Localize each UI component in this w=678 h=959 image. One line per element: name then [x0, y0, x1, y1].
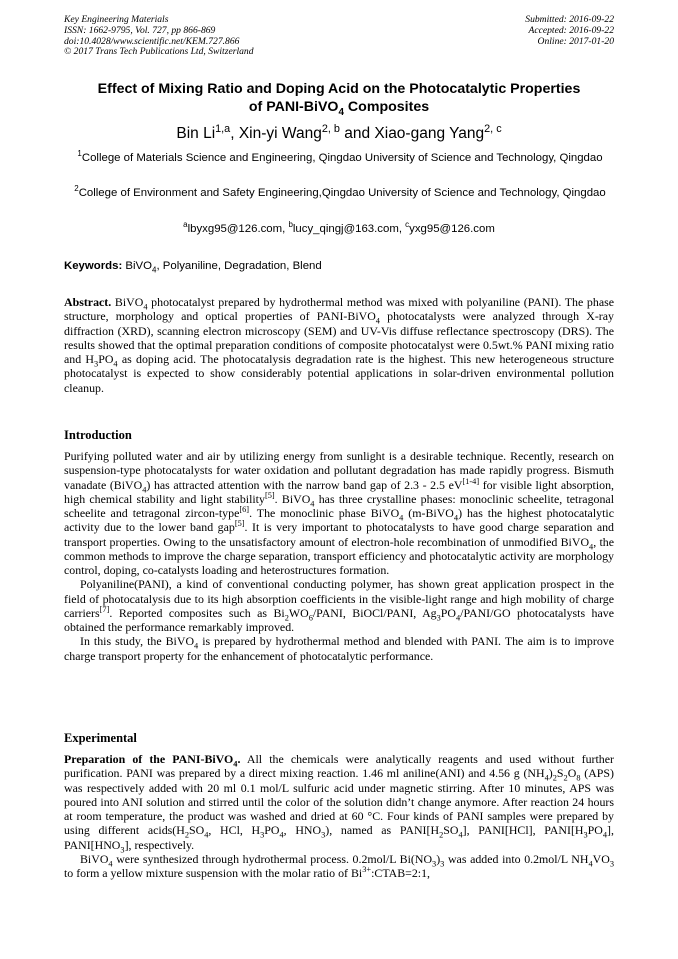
abstract: Abstract. BiVO$_4$ photocatalyst prepared by hydrothermal method was mixed with polyaniline (PANI). The phase structure, morphology and optical properties of PANI-BiVO$_4$ photocatalysts were analyzed through X-ray diffraction (XRD), scanning electron microscopy (SEM) and UV-Vis diffuse reflectance spectroscopy (DRS). The results showed that the optimal preparation conditions of composite photocatalyst were 0.5wt.% PANI mixing ratio and $H_3PO_4$ as doping acid. The photocatalysis degradation rate is the highest. This new heterogeneous structure photocatalyst is expected to show considerably potential applications in solar-driven environmental pollution cleanup.: [64, 295, 614, 395]
introduction-section: [64, 449, 614, 663]
email-a[interactable]: lbyxg95@126.com: [187, 223, 283, 235]
title-line-2: of PANI-BiVO$_4$ Composites: [248, 99, 430, 118]
intro-paragraph-3: In this study, the BiVO$_4$ is prepared by hydrothermal method and blended with PANI. The aim is to improve charge transport property for the enhancement of photocatalytic performance.: [64, 634, 614, 663]
author-1: Bin Li: [176, 125, 216, 142]
journal-copyright: © 2017 Trans Tech Publications Ltd, Switzerland: [64, 46, 254, 58]
keywords-label: Keywords:: [64, 260, 123, 272]
author-3: Xiao-gang Yang: [374, 125, 485, 142]
online-date: Online: 2017-01-20: [537, 35, 614, 47]
submitted-date: Submitted: 2016-09-22: [525, 14, 614, 25]
accepted-date: Accepted: 2016-09-22: [528, 24, 614, 36]
author-2: Xin-yi Wang: [238, 125, 322, 142]
abstract-label: Abstract.: [64, 295, 112, 309]
journal-header: [64, 15, 254, 58]
title-line-1: Effect of Mixing Ratio and Doping Acid on the Photocatalytic Properties: [97, 81, 581, 97]
author-list: Bin Li$^{1,a}$, Xin-yi Wang$^{2, b}$ and Xiao-gang Yang$^{2, c}$: [176, 122, 502, 142]
exp-paragraph-2: BiVO$_4$ were synthesized through hydrothermal process. 0.2mol/L $Bi(NO_3)_3$ was added into 0.2mol/L $NH_4VO_3$ to form a yellow mixture suspension with the molar ratio of $Bi^{3+}:CTAB=2:1$,: [64, 851, 615, 880]
paper-title: [40, 80, 638, 116]
affiliation-2: $^2$College of Environment and Safety Engineering,Qingdao University of Science and Technology, Qingdao: [74, 184, 606, 199]
intro-paragraph-2: Polyaniline(PANI), a kind of conventional conducting polymer, has shown great application prospect in the field of photocatalysis due to its high absorption coefficients in the visible-light range and high mobility of charge carriers[7]. Reported composites such as $Bi_2WO_6$/PANI, BiOCl/PANI, $Ag_3PO_4/PANI/GO$ photocatalysts have obtained the performance remarkably improved.: [64, 577, 615, 634]
preparation-subheading: Preparation of the PANI-BiVO$_4$.: [64, 752, 241, 769]
dates-header: [525, 15, 614, 47]
journal-issn: ISSN: 1662-9795, Vol. 727, pp 866-869: [64, 24, 216, 36]
exp-paragraph-1: Preparation of the PANI-BiVO$_4$. All the chemicals were analytically reagents and used without further purification. PANI was prepared by a direct mixing reaction. 1.46 ml aniline(ANI) and 4.56 g $(NH_4)_2S_2O_8$ (APS) was respectively added with 20 ml 0.1 mol/L sulfuric acid under magnetic stirring. After 10 minutes, APS was poured into ANI solution and stirred until the color of the solution didn’t change anymore. After reaction 24 hours at room temperature, the product was washed and dried at 60 °C. Four kinds of PANI samples were prepared by using different $acids(H_2SO_4$, HCl, $H_3PO_4$, $HNO_3$), named as $PANI[H_2SO_4]$, PANI[HCl], $PANI[H_3PO_4]$, $PANI[HNO_3]$, respectively.: [64, 752, 614, 854]
introduction-heading: Introduction: [64, 428, 132, 442]
experimental-section: [64, 752, 614, 880]
author-emails: $^a$lbyxg95@126.com, $^b$lucy_qingj@163.com, $^c$yxg95@126.com: [183, 220, 495, 235]
keywords: Keywords: BiVO$_4$, Polyaniline, Degradation, Blend: [64, 260, 322, 275]
affiliation-1: $^1$College of Materials Science and Engineering, Qingdao University of Science and Technology, Qingdao: [77, 149, 603, 164]
email-b[interactable]: lucy_qingj@163.com: [292, 223, 399, 235]
email-c[interactable]: yxg95@126.com: [409, 223, 495, 235]
journal-name: Key Engineering Materials: [64, 14, 169, 25]
intro-paragraph-1: Purifying polluted water and air by utilizing energy from sunlight is a desirable technique. Recently, research on suspension-type photocatalysts for water oxidation and pollutant degradation has made rapidly progress. Bismuth vanadate (BiVO$_4$) has attracted attention with the narrow band gap of 2.3 - 2.5 eV[1-4] for visible light absorption, high chemical stability and light stability[5]. BiVO$_4$ has three crystalline phases: monoclinic scheelite, tetragonal scheelite and tetragonal zircon-type[6]. The monoclinic phase BiVO$_4$ (m-BiVO$_4$) has the highest photocatalytic activity due to the lower band gap[5]. It is very important to photocatalysts to have good charge separation and transport properties. Owing to the unsatisfactory amount of electron-hole recombination of unmodified BiVO$_4$, the common methods to improve the charge separation, transport efficiency and photocatalytic activity are morphology control, doping, co-catalysts loading and heterostructures formation.: [64, 449, 615, 577]
experimental-heading: Experimental: [64, 731, 137, 745]
journal-doi[interactable]: doi:10.4028/www.scientific.net/KEM.727.866: [64, 35, 240, 47]
